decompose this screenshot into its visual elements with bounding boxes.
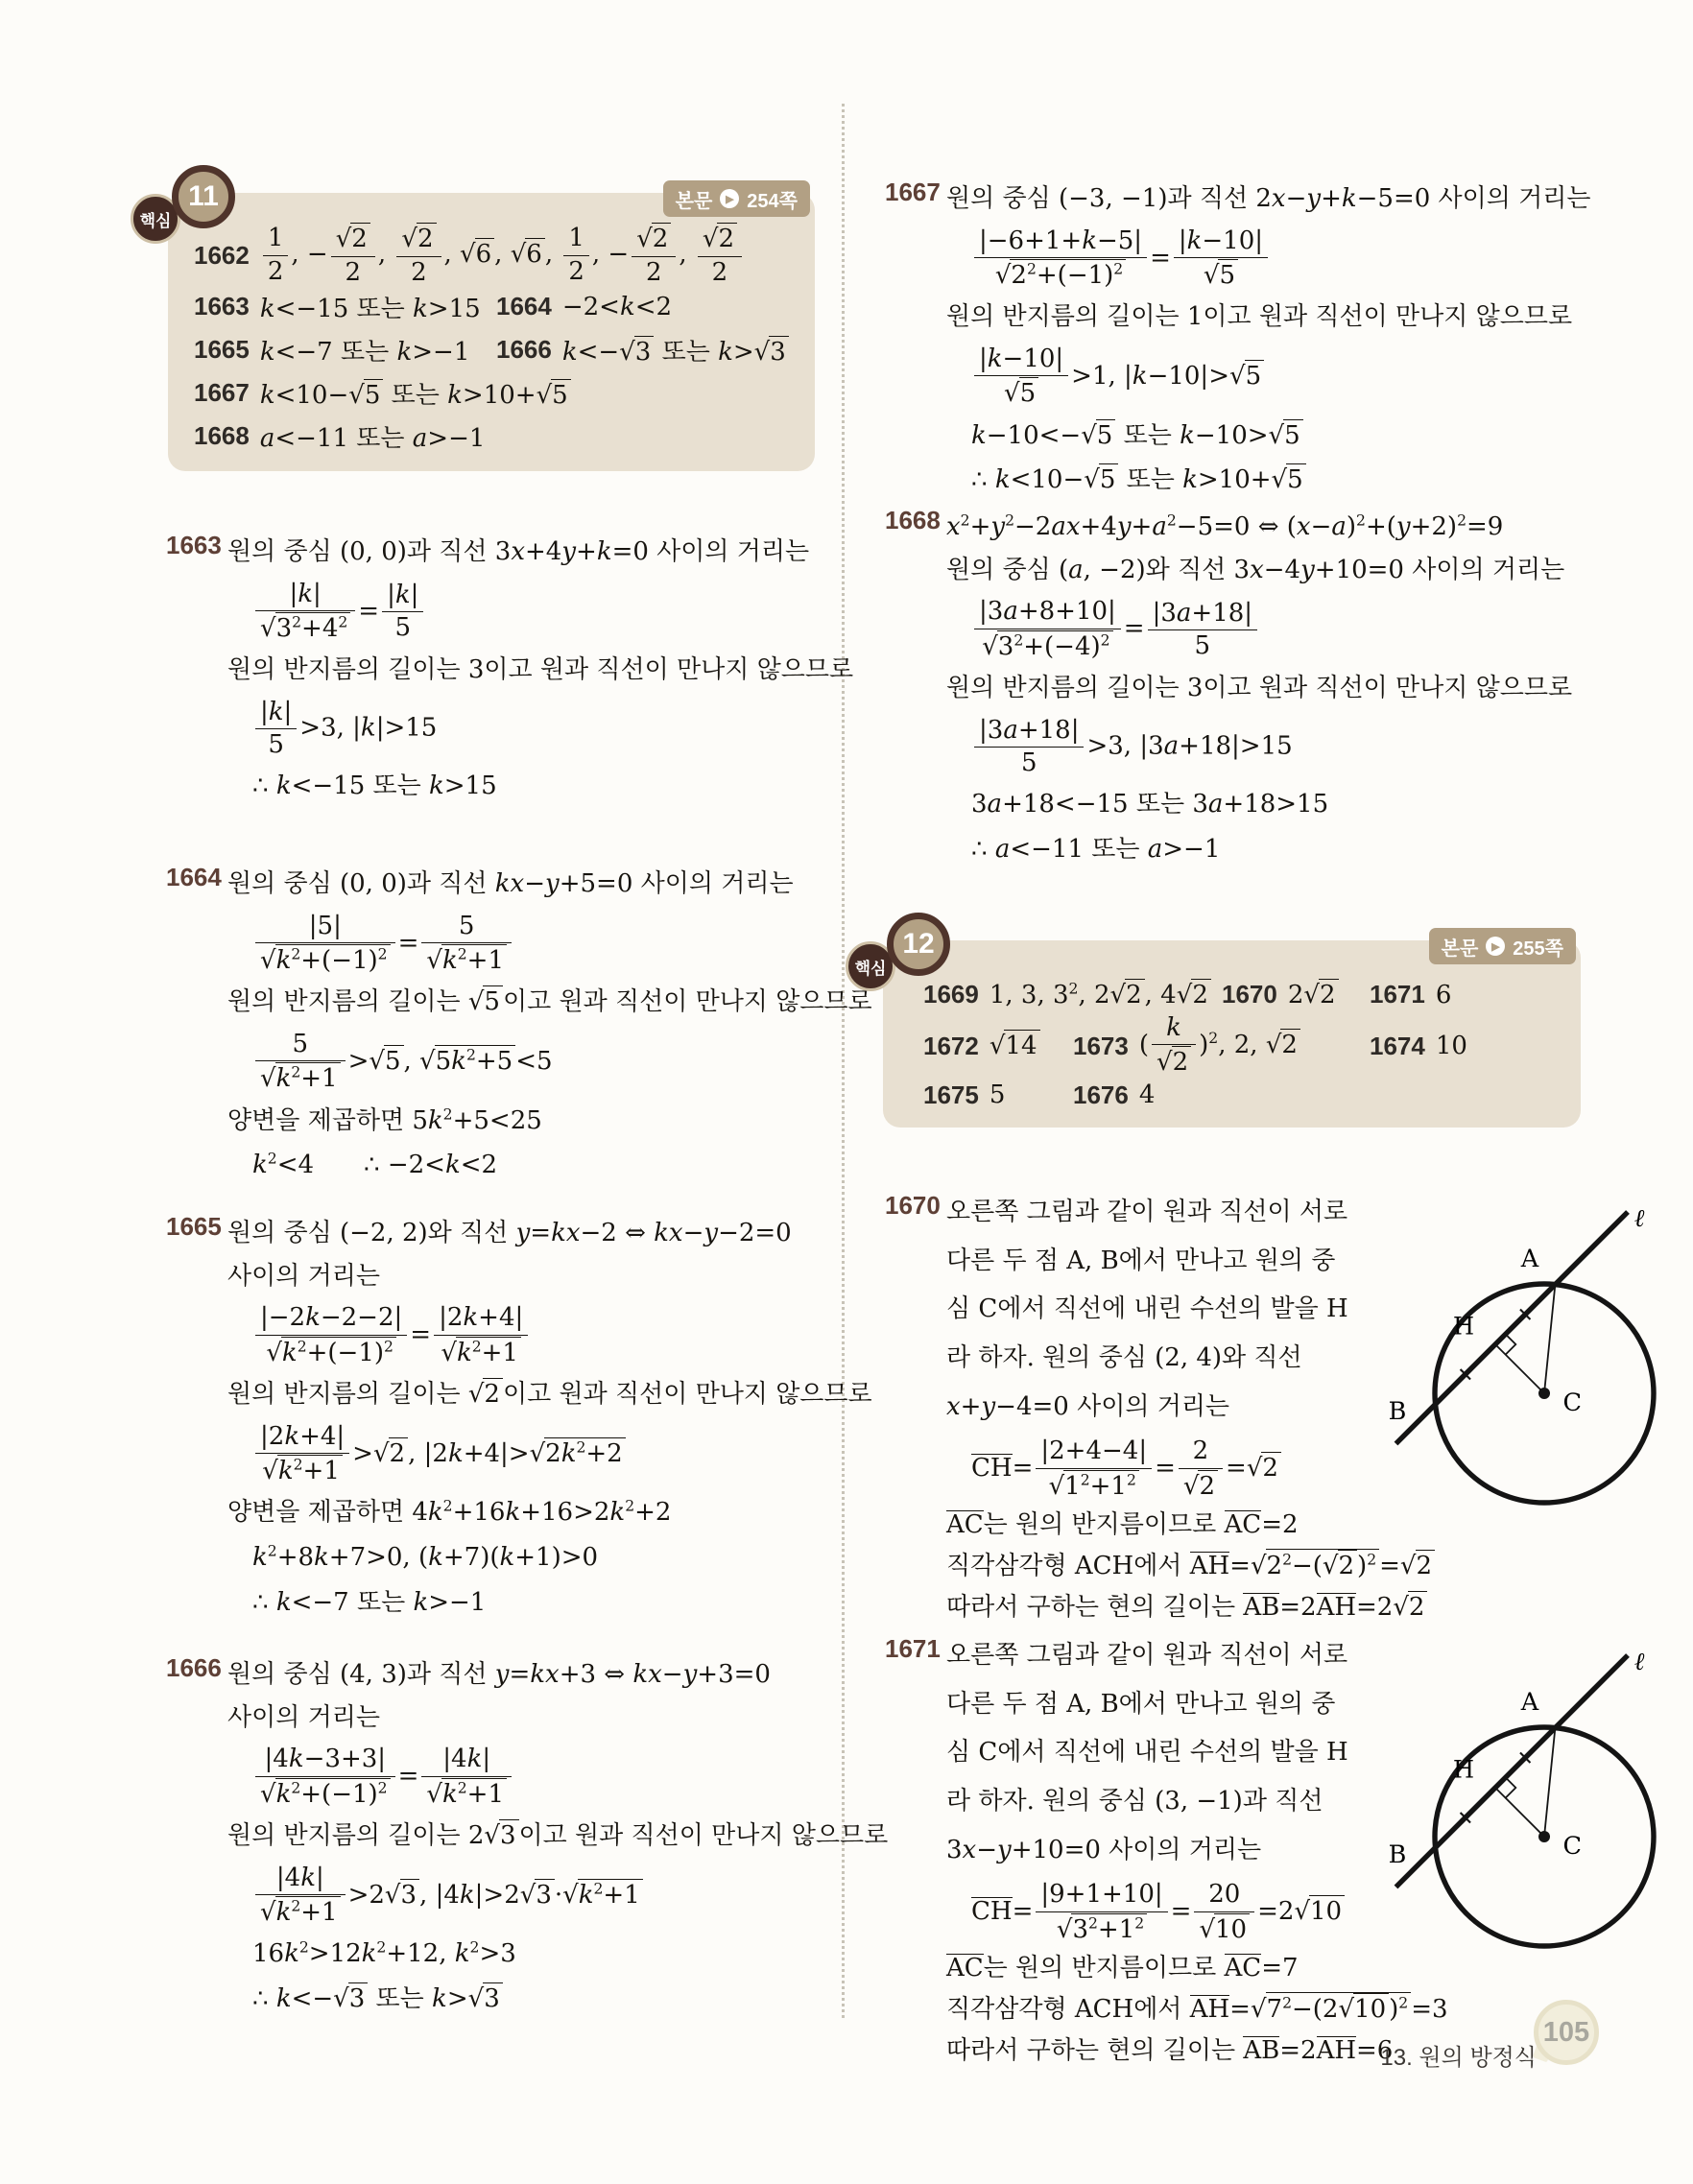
problem-number: 1663: [166, 531, 222, 559]
solution-1668: [885, 503, 1576, 877]
solution-line: AC는 원의 반지름이므로 AC=7: [946, 1954, 1299, 1983]
solution-formula: |3a+8+10| √ $3^2+(-4)^2$ = $\frac{|3a+18|}{5}$: [971, 597, 1576, 662]
segment-CA: [1544, 1285, 1555, 1393]
solution-formula: |k| √ $3^2+4^2$ = $\frac{|k|}{5}$: [252, 580, 838, 645]
answer-1671: [1370, 980, 1451, 1009]
solution-line: 원의 중심 (−3, −1)과 직선 2x−y+k−5=0 사이의 거리는: [946, 184, 1591, 213]
problem-number: 1665: [166, 1212, 222, 1241]
ref-page-label-254: [663, 180, 810, 217]
answer-number: 1663: [194, 292, 250, 320]
solution-line: 원의 반지름의 길이는 1이고 원과 직선이 만나지 않으므로: [946, 302, 1573, 332]
solution-body: [946, 1631, 1448, 2069]
solution-line: 원의 중심 (0, 0)과 직선 kx−y+5=0 사이의 거리는: [227, 869, 794, 898]
solution-formula: CH= |9+1+10| √ $3^2+1^2$ = 20 √ 10 =2 √ 10: [971, 1880, 1397, 1945]
answer-value: k<−15 또는 k>15: [259, 295, 481, 323]
answer-value: 5: [989, 1080, 1006, 1109]
column-divider: [842, 104, 845, 2018]
circle-secant-figure: [1374, 1635, 1662, 1955]
answer-box-11: [139, 180, 815, 471]
label-A: A: [1520, 1688, 1539, 1717]
solution-line: 심 C에서 직선에 내린 수선의 발을 H: [946, 1294, 1348, 1324]
solution-formula: 5 √ $k^2+1$ > √ 5 , √ $5k^2+5$ <5: [252, 1030, 838, 1095]
solution-line: 원의 반지름의 길이는 √ 2 이고 원과 직선이 만나지 않으므로: [227, 1380, 872, 1410]
solution-line: 다른 두 점 A, B에서 만나고 원의 중: [946, 1689, 1336, 1719]
answer-1662: [194, 223, 745, 288]
answer-number: 1662: [194, 240, 250, 270]
answer-row: [923, 1076, 1581, 1114]
solution-formula: |4k| √ $k^2+1$ >2 √ 3 , |4k|>2 √ 3 · √ $k^2+1$: [252, 1864, 838, 1929]
answer-value: √ 14: [990, 1030, 1040, 1062]
solution-1667: [885, 175, 1591, 508]
center-point: [1538, 1388, 1550, 1399]
solution-line: 원의 중심 (4, 3)과 직선 y=kx+3 ⇔ kx−y+3=0: [227, 1660, 771, 1689]
solution-line: AC는 원의 반지름이므로 AC=2: [946, 1510, 1299, 1540]
answer-number: 1668: [194, 421, 250, 450]
solution-1663: [166, 528, 854, 814]
answer-number: 1665: [194, 335, 250, 364]
solution-formula: k−10<− √ 5 또는 k−10> √ 5: [971, 418, 1576, 455]
right-angle-mark: [1506, 1777, 1516, 1797]
answer-1675: [923, 1080, 1073, 1110]
label-line-l: ℓ: [1633, 1204, 1645, 1233]
solution-formula: $k^2<4$ ∴ −2<k<2: [252, 1150, 498, 1180]
solution-1670: [885, 1188, 1645, 1630]
solution-formula: |−2k−2−2| √ $k^2+(-1)^2$ = |2k+4| √ $k^2+1$: [252, 1303, 838, 1368]
footer-chapter-title: 13. 원의 방정식: [1380, 2045, 1537, 2071]
key-badge-label: 핵심: [131, 194, 180, 244]
solution-formula: ∴ a<−11 또는 a>−1: [971, 834, 1221, 864]
solution-line: 양변을 제곱하면 $5k^2+5<25$: [227, 1105, 542, 1135]
answer-row: [194, 371, 815, 415]
solution-line: 원의 반지름의 길이는 √ 5 이고 원과 직선이 만나지 않으므로: [227, 987, 872, 1017]
solution-formula: |2k+4| √ $k^2+1$ > √ 2 , |2k+4|> √ $2k^2+2$: [252, 1422, 838, 1487]
solution-formula: ∴ k<10− √ 5 또는 k>10+ √ 5: [971, 463, 1576, 499]
problem-number: 1668: [885, 506, 941, 534]
solution-1666: [166, 1650, 889, 2027]
answer-1672: [923, 1030, 1073, 1062]
solution-body: [227, 1216, 872, 1622]
solution-line: 원의 중심 (a, −2)와 직선 3x−4y+10=0 사이의 거리는: [946, 555, 1565, 584]
solution-1671: [885, 1631, 1645, 2074]
answer-value: −2<k<2: [561, 292, 673, 321]
solution-formula: CH= |2+4−4| √ $1^2+1^2$ = 2 √ 2 = √ 2: [971, 1436, 1397, 1502]
answer-number: 1676: [1073, 1080, 1129, 1109]
secant-line: [1396, 1212, 1629, 1444]
solution-formula: $\frac{|3a+18|}{5}$ >3, |3a+18|>15: [971, 716, 1576, 778]
solution-body: [946, 510, 1576, 868]
answer-value: 10: [1435, 1032, 1467, 1060]
answer-row: [194, 415, 815, 458]
solution-line: 다른 두 점 A, B에서 만나고 원의 중: [946, 1246, 1336, 1275]
solution-formula: 3a+18<−15 또는 3a+18>15: [971, 790, 1329, 819]
answer-number: 1664: [496, 292, 552, 320]
label-A: A: [1520, 1245, 1539, 1273]
answer-number: 1666: [496, 335, 552, 364]
answer-1668: [194, 418, 485, 454]
answer-1673: [1073, 1013, 1370, 1079]
solution-body: [227, 534, 854, 805]
answer-box-12: [854, 928, 1581, 1128]
problem-number: 1666: [166, 1653, 222, 1682]
answer-number: 1675: [923, 1080, 979, 1109]
label-C: C: [1562, 1832, 1583, 1861]
label-B: B: [1388, 1397, 1407, 1426]
key-badge-number-11: 11: [172, 165, 235, 228]
right-angle-mark: [1506, 1334, 1516, 1354]
solution-line: 따라서 구하는 현의 길이는 AB=2AH=6: [946, 2035, 1394, 2065]
answer-1669: [923, 979, 1222, 1011]
segment-CH: [1495, 1344, 1544, 1393]
answer-1667: [194, 375, 571, 412]
key-badge-number-12: 12: [887, 913, 950, 976]
answer-row: [923, 1013, 1581, 1078]
answer-value: $\frac{1}{2}$ , − √ 2 2 , √ 2 2 , √ 6 , √ 6 , $\frac{1}{2}$ , − √ 2 2 , √ 2 2: [260, 223, 745, 288]
solution-line: 따라서 구하는 현의 길이는 AB=2AH=2 √ 2: [946, 1590, 1397, 1626]
answer-1674: [1370, 1032, 1467, 1061]
segment-CA: [1544, 1728, 1555, 1837]
answer-number: 1667: [194, 378, 250, 407]
label-line-l: ℓ: [1633, 1648, 1645, 1676]
ref-page: 254쪽: [747, 190, 798, 212]
answer-row: [194, 226, 815, 285]
solution-formula: $\frac{|k|}{5}$ >3, |k|>15: [252, 698, 838, 760]
key-badge-label: 핵심: [846, 941, 895, 991]
ref-text: 본문: [1441, 938, 1479, 960]
solution-line: 3x−y+10=0 사이의 거리는: [946, 1835, 1262, 1864]
label-H: H: [1452, 1312, 1475, 1341]
answer-value: ( k √ 2 )$^2$, 2, √ 2: [1139, 1013, 1300, 1079]
answer-1665: [194, 332, 496, 368]
solution-line: 원의 중심 (0, 0)과 직선 3x+4y+k=0 사이의 거리는: [227, 537, 810, 566]
solution-body: [946, 1188, 1433, 1626]
solution-line: 원의 반지름의 길이는 2 √ 3 이고 원과 직선이 만나지 않으므로: [227, 1821, 889, 1851]
answer-1663: [194, 289, 496, 324]
answer-value: k<−7 또는 k>−1: [259, 338, 470, 367]
answer-1676: [1073, 1080, 1155, 1110]
solution-line: 원의 반지름의 길이는 3이고 원과 직선이 만나지 않으므로: [227, 655, 854, 685]
solution-formula: |4k−3+3| √ $k^2+(-1)^2$ = |4k| √ $k^2+1$: [252, 1745, 838, 1810]
segment-CH: [1495, 1788, 1544, 1837]
answer-number: 1673: [1073, 1031, 1129, 1060]
answer-value: 2 √ 2: [1288, 979, 1339, 1011]
solution-line: 오른쪽 그림과 같이 원과 직선이 서로: [946, 1641, 1348, 1670]
problem-number: 1667: [885, 178, 941, 206]
circle-secant-figure: [1374, 1192, 1662, 1511]
solution-formula: ∴ k<−15 또는 k>15: [252, 772, 497, 801]
answer-number: 1669: [923, 980, 979, 1009]
answer-number: 1671: [1370, 980, 1425, 1009]
solution-formula: |−6+1+k−5| √ $2^2+(-1)^2$ = |k−10| √ 5: [971, 226, 1576, 292]
label-B: B: [1388, 1840, 1407, 1869]
ref-page: 255쪽: [1513, 938, 1563, 960]
answer-1670: [1222, 979, 1370, 1011]
label-C: C: [1562, 1389, 1583, 1417]
answer-value: 4: [1138, 1080, 1156, 1109]
center-point: [1538, 1831, 1550, 1842]
answer-value: 1, 3, $3^2$, 2 √ 2 , 4 √ 2: [990, 979, 1211, 1011]
secant-line: [1396, 1655, 1629, 1887]
answer-row: [923, 973, 1581, 1016]
answer-row: [194, 328, 815, 371]
answer-number: 1672: [923, 1031, 979, 1060]
solution-line: 심 C에서 직선에 내린 수선의 발을 H: [946, 1738, 1348, 1768]
solution-formula: |k−10| √ 5 >1, |k−10|> √ 5: [971, 344, 1576, 410]
solution-formula: |5| √ $k^2+(-1)^2$ = 5 √ $k^2+1$: [252, 912, 838, 977]
problem-number: 1664: [166, 863, 222, 891]
solution-formula: $k^2+8k+7>0$, (k+7)(k+1)>0: [252, 1542, 599, 1573]
solution-line: 라 하자. 원의 중심 (2, 4)와 직선: [946, 1343, 1302, 1373]
answer-value: k<− √ 3 또는 k> √ 3: [562, 332, 789, 368]
solution-line: $x^2+y^2-2ax+4y+a^2-5=0$ ⇔ $(x-a)^2+(y+2)^2=9$: [946, 511, 1504, 541]
ref-text: 본문: [675, 190, 713, 212]
answer-number: 1670: [1222, 980, 1277, 1009]
solution-formula: ∴ k<− √ 3 또는 k> √ 3: [252, 1982, 838, 2018]
solution-line: 사이의 거리는: [227, 1261, 380, 1291]
answer-1664: [496, 292, 672, 321]
solution-formula: ∴ k<−7 또는 k>−1: [252, 1587, 487, 1617]
answer-1666: [496, 332, 789, 368]
solution-line: 직각삼각형 ACH에서 AH= √ $2^2-$( √ 2 )$^2$ = √ 2: [946, 1549, 1397, 1585]
answer-row: [194, 285, 815, 328]
solution-line: 사이의 거리는: [227, 1702, 380, 1732]
answer-value: 6: [1435, 980, 1452, 1009]
problem-number: 1670: [885, 1191, 941, 1220]
solution-line: 라 하자. 원의 중심 (3, −1)과 직선: [946, 1787, 1323, 1816]
solution-body: [946, 181, 1591, 499]
answer-number: 1674: [1370, 1031, 1425, 1060]
arrow-right-icon: ▶: [1486, 937, 1505, 956]
solution-line: 직각삼각형 ACH에서 AH= √ $7^2-(2$ √ 10 )$^2$ =3: [946, 1992, 1397, 2029]
solution-line: x+y−4=0 사이의 거리는: [946, 1391, 1230, 1421]
solution-line: 원의 반지름의 길이는 3이고 원과 직선이 만나지 않으므로: [946, 674, 1573, 703]
answer-value: a<−11 또는 a>−1: [259, 424, 486, 453]
arrow-right-icon: ▶: [720, 189, 739, 208]
solution-line: 원의 중심 (−2, 2)와 직선 y=kx−2 ⇔ kx−y−2=0: [227, 1219, 792, 1247]
label-H: H: [1452, 1755, 1475, 1785]
solution-line: 양변을 제곱하면 $4k^2+16k+16>2k^2+2$: [227, 1497, 672, 1528]
ref-page-label-255: [1429, 928, 1576, 964]
problem-number: 1671: [885, 1634, 941, 1663]
solution-1665: [166, 1209, 872, 1630]
solution-formula: $16k^2>12k^2+12$, $k^2>3$: [252, 1938, 516, 1969]
page-number-badge: 105: [1534, 2000, 1599, 2065]
solution-line: 오른쪽 그림과 같이 원과 직선이 서로: [946, 1198, 1348, 1226]
answer-value: k<10− √ 5 또는 k>10+ √ 5: [260, 375, 571, 412]
solution-body: [227, 1657, 889, 2018]
